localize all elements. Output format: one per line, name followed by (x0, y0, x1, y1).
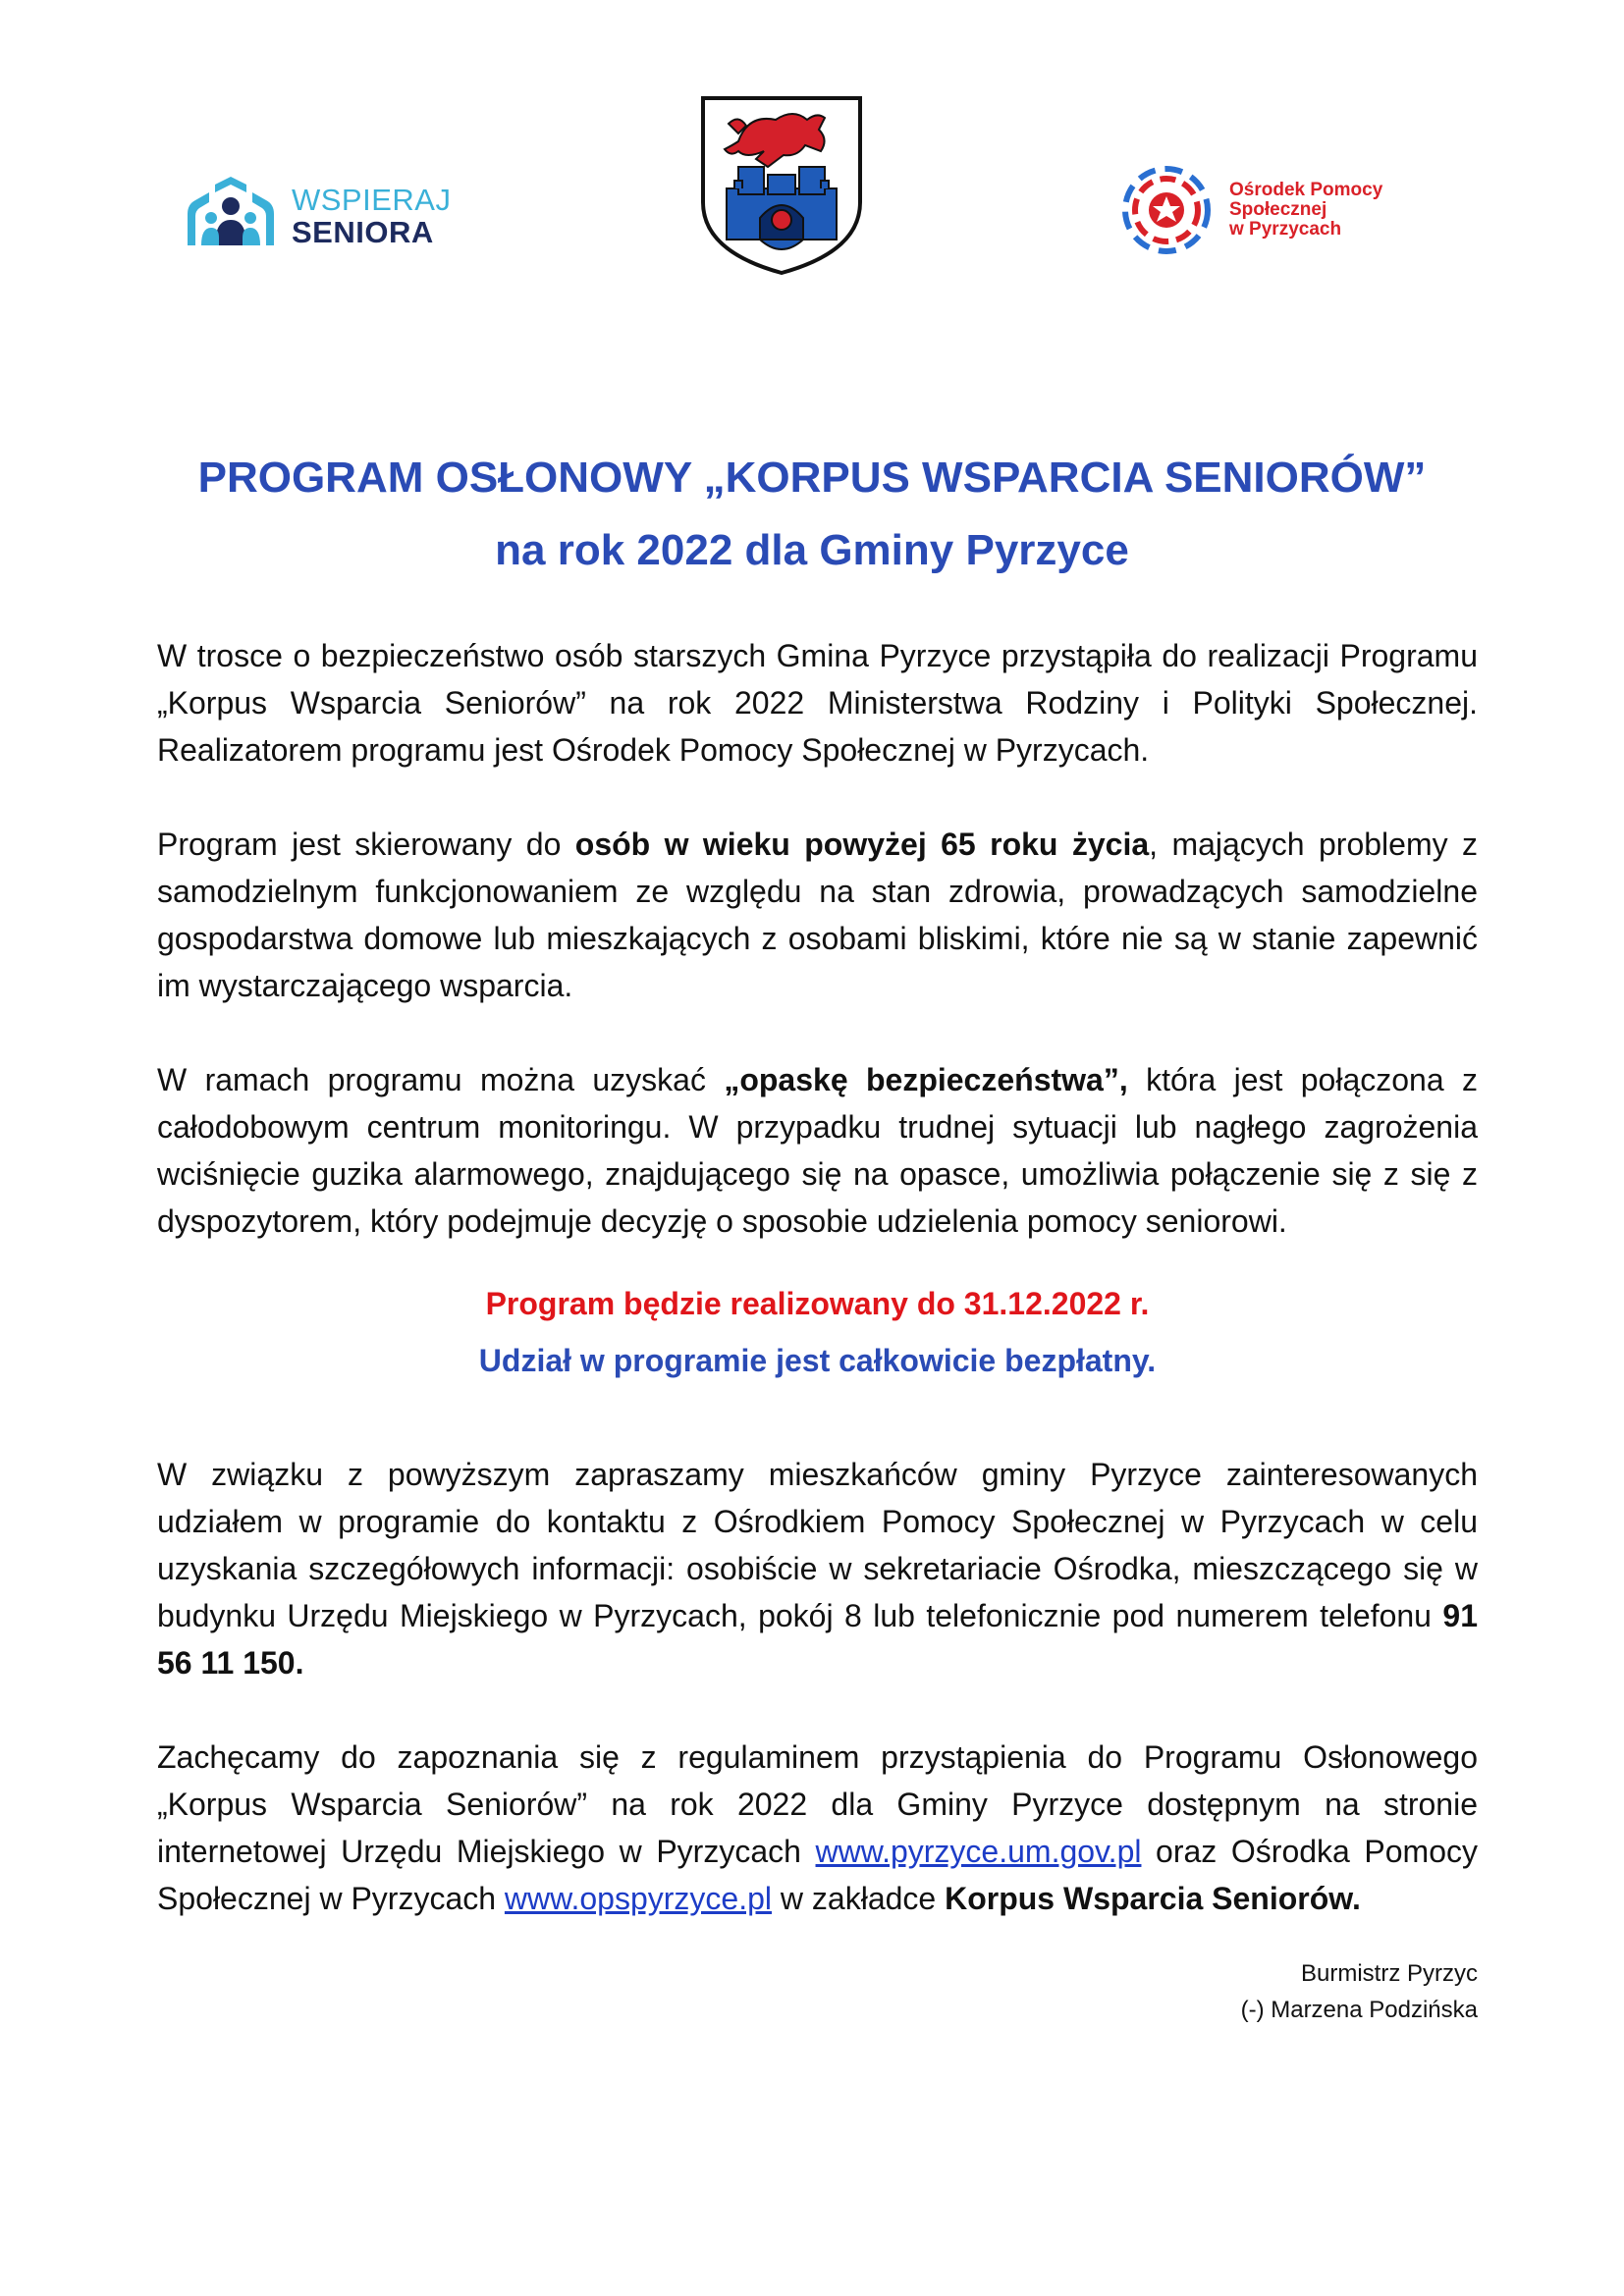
ops-line-1: Ośrodek Pomocy (1229, 180, 1383, 200)
ops-pyrzyce-logo (1119, 165, 1434, 255)
logo-line-1: WSPIERAJ (292, 183, 452, 217)
text: która jest połączona z całodobowym centrum monitoringu. W przypadku trudnej sytuacji lub nagłego zagrożenia wciśnięcie guzika alarmowego, znajdującego się na opasce, umożliwia połączenie się z się z dyspozytorem, który podejmuje decyzję o sposobie udzielenia pomocy seniorowi. (157, 1062, 1479, 1239)
bold-text: „opaskę bezpieczeństwa”, (724, 1062, 1128, 1097)
signature-title: Burmistrz Pyrzyc (1301, 1960, 1478, 1987)
document-body (157, 632, 1478, 1922)
pyrzyce-coat-of-arms-icon (699, 94, 864, 277)
link-pyrzyce[interactable]: www.pyrzyce.um.gov.pl (815, 1834, 1142, 1869)
ops-line-3: w Pyrzycach (1229, 219, 1342, 240)
logo-line-2: SENIORA (292, 214, 434, 249)
text: w zakładce (772, 1881, 946, 1916)
ops-rose-logo-icon (1119, 165, 1218, 255)
signature (1031, 1955, 1478, 2028)
text: W związku z powyższym zapraszamy mieszkańców gminy Pyrzyce zainteresowanych udziałem w programie do kontaktu z Ośrodkiem Pomocy Społecznej w Pyrzycach w celu uzyskania szczegółowych informacji: osobiście w sekretariacie Ośrodka, mieszczącego się w budynku Urzędu Miejskiego w Pyrzycach, pokój 8 lub telefonicznie pod numerem telefonu (157, 1457, 1478, 1633)
free-notice: Udział w programie jest całkowicie bezpłatny. (478, 1343, 1157, 1378)
coat-of-arms (699, 94, 864, 277)
people-hands-icon (182, 177, 280, 255)
text: oraz Ośrodka Pomocy Społecznej w Pyrzycach (157, 1834, 1479, 1916)
paragraph-target-group (157, 821, 1478, 1009)
paragraph-regulations (157, 1734, 1478, 1922)
deadline-notice: Program będzie realizowany do 31.12.2022 r. (485, 1286, 1150, 1321)
paragraph-contact (157, 1451, 1478, 1686)
bold-text: Korpus Wsparcia Seniorów. (945, 1881, 1361, 1916)
text: W ramach programu można uzyskać (157, 1062, 725, 1097)
link-opspyrzyce[interactable]: www.opspyrzyce.pl (504, 1881, 773, 1916)
wspieraj-seniora-logo (182, 177, 452, 255)
text: Zachęcamy do zapoznania się z regulaminem przystąpienia do Programu Osłonowego „Korpus Wsparcia Seniorów” na rok 2022 dla Gminy Pyrzyce dostępnym na stronie internetowej Urzędu Miejskiego w Pyrzycach (157, 1739, 1478, 1869)
ops-line-2: Społecznej (1229, 199, 1327, 221)
title-line-2: na rok 2022 dla Gminy Pyrzyce (495, 526, 1129, 574)
paragraph-safety-band (157, 1056, 1478, 1245)
title-line-1: PROGRAM OSŁONOWY „KORPUS WSPARCIA SENIORÓW” (197, 454, 1427, 502)
paragraph-intro: W trosce o bezpieczeństwo osób starszych Gmina Pyrzyce przystąpiła do realizacji Programu „Korpus Wsparcia Seniorów” na rok 2022 Ministerstwa Rodziny i Polityki Społecznej. Realizatorem programu jest Ośrodek Pomocy Społecznej w Pyrzycach. (157, 638, 1478, 768)
phone-number: 91 56 11 150. (157, 1598, 1478, 1681)
page-title (0, 442, 1624, 587)
bold-text: osób w wieku powyżej 65 roku życia (574, 827, 1150, 862)
text: Program jest skierowany do (157, 827, 575, 862)
signature-name: (-) Marzena Podzińska (1240, 1997, 1478, 2023)
text: , mających problemy z samodzielnym funkcjonowaniem ze względu na stan zdrowia, prowadzących samodzielne gospodarstwa domowe lub mieszkających z osobami bliskimi, które nie są w stanie zapewnić im wystarczającego wsparcia. (157, 827, 1479, 1003)
